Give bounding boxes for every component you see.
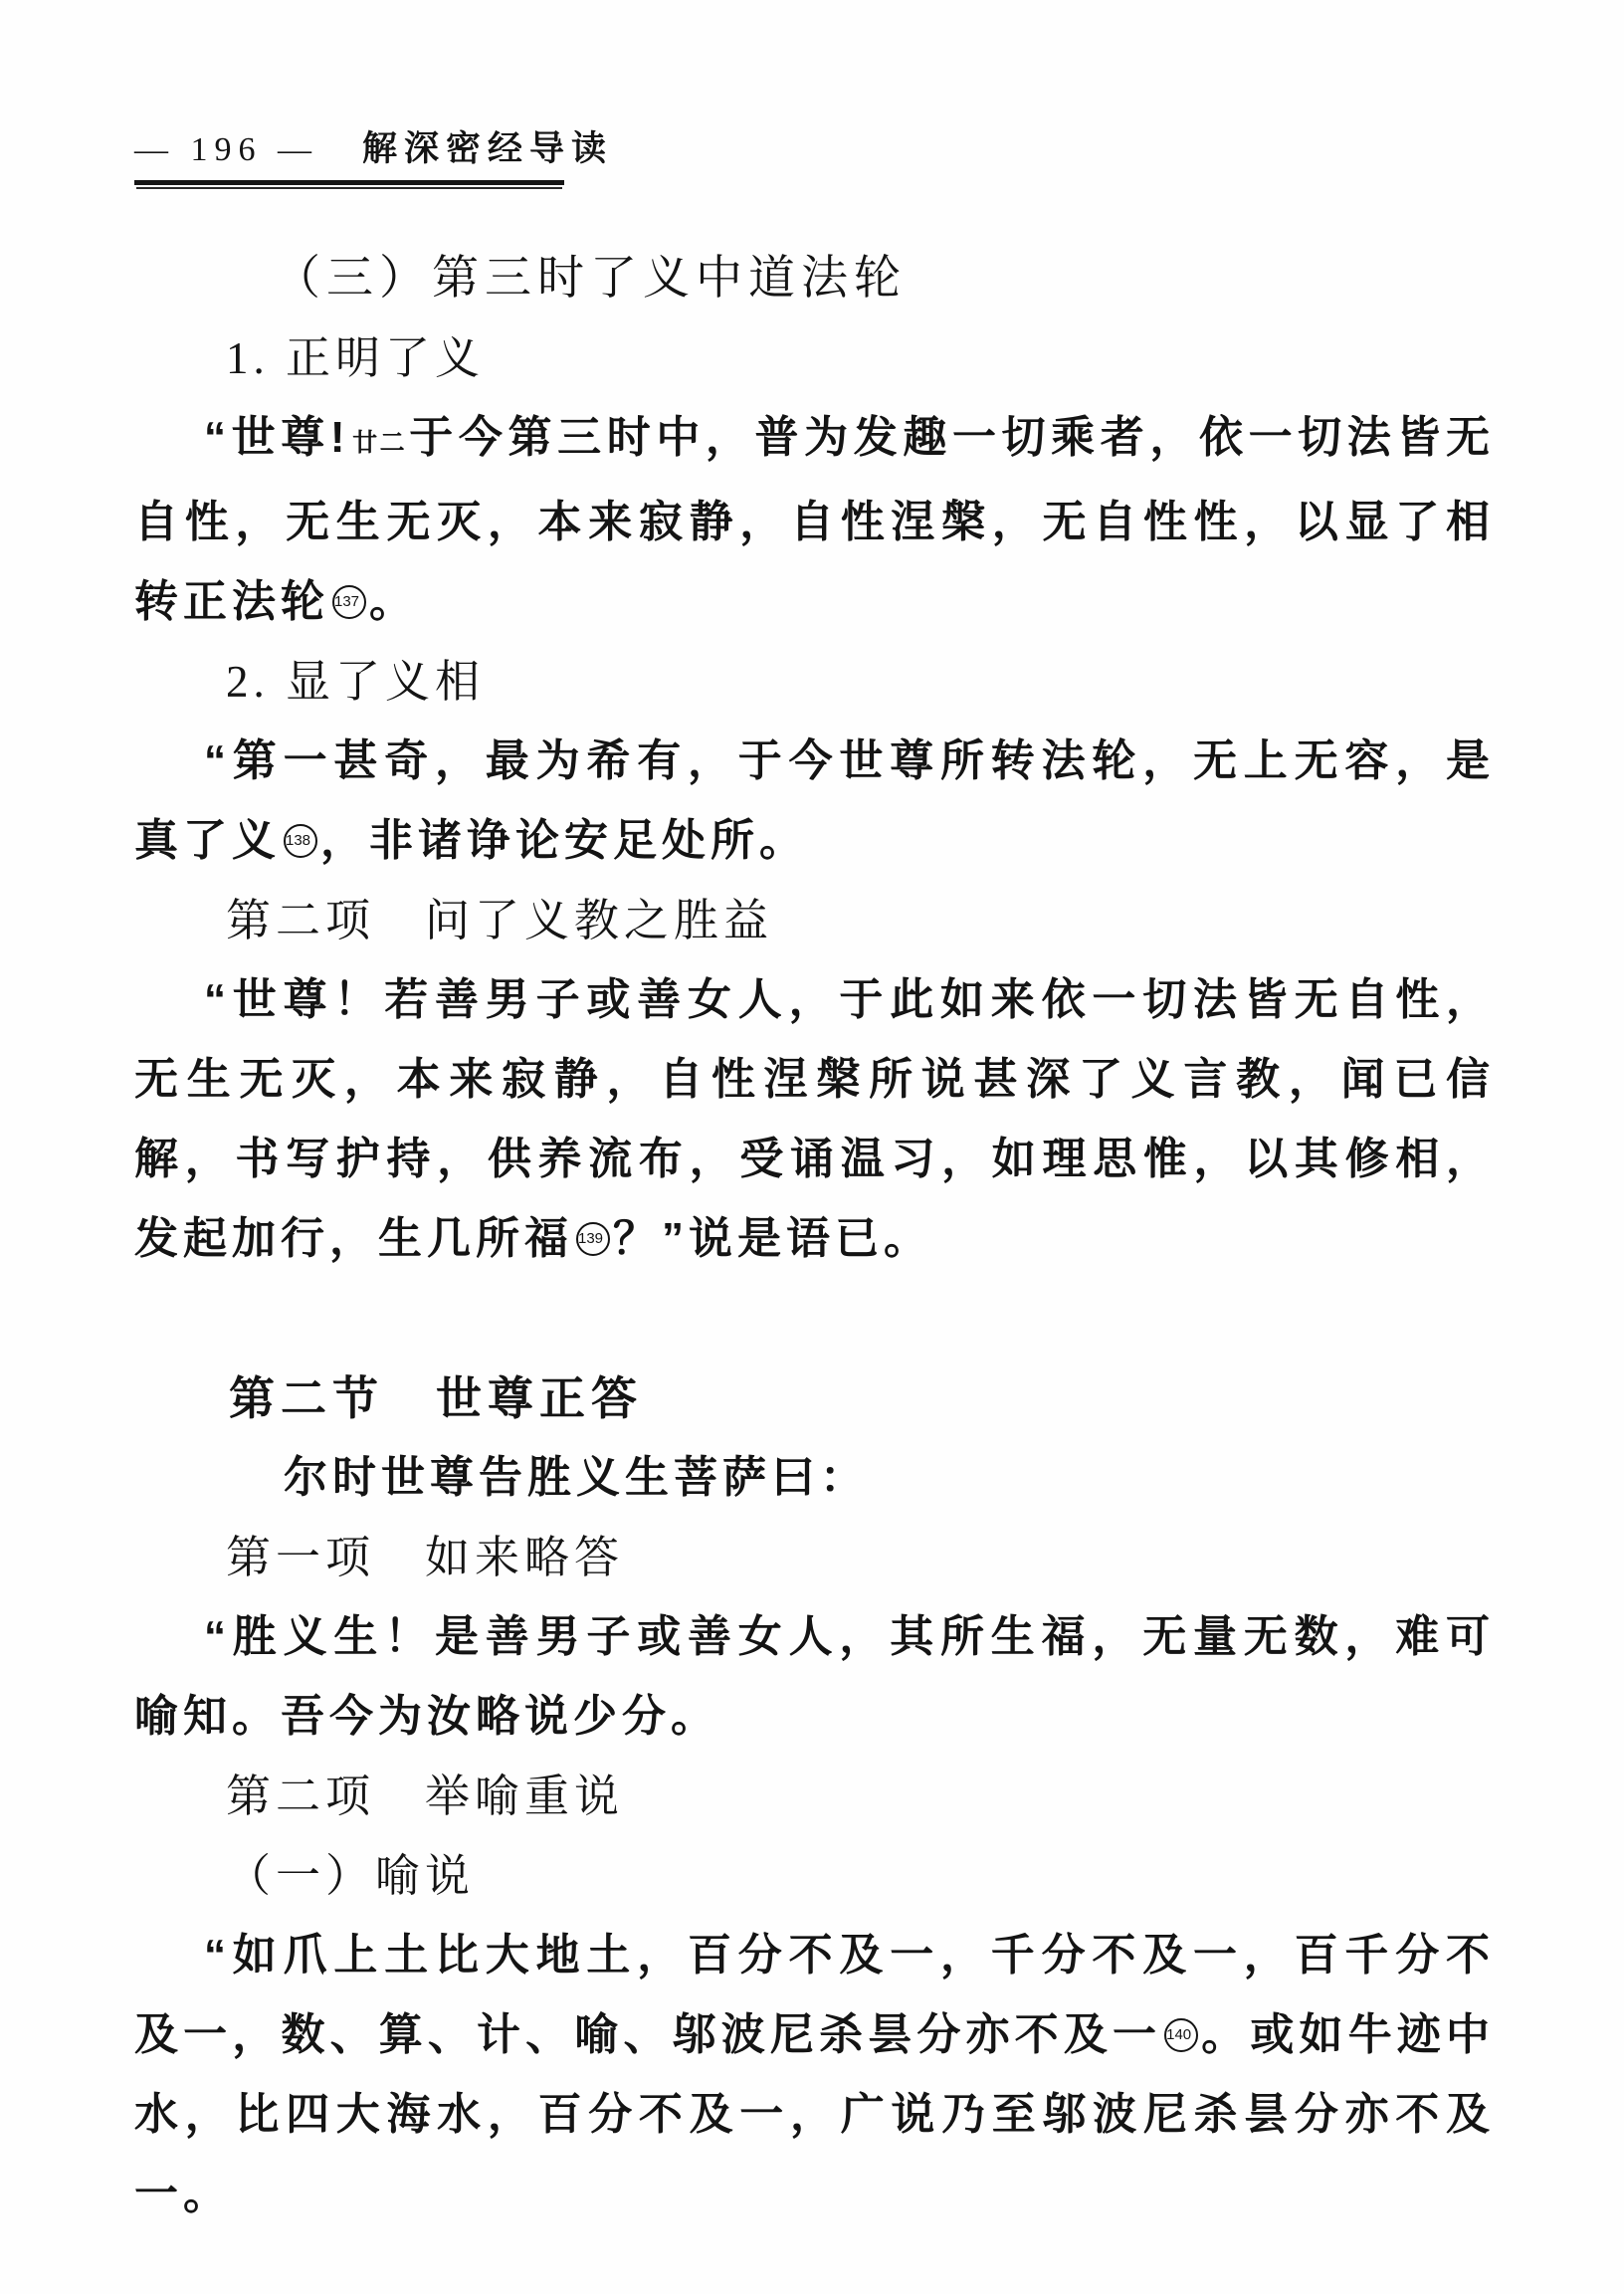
- text-run: 于今第三时中，普为发趣一切乘者，依一切法皆无自性，无生无灭，本来寂静，自性涅槃，无自性性，以显了相转正法轮: [134, 413, 1495, 626]
- text-run: “世尊！若善男子或善女人，于此如来依一切法皆无自性，无生无灭，本来寂静，自性涅槃所说甚深了义言教，闻已信解，书写护持，供养流布，受诵温习，如理思惟，以其修相，发起加行，生几所福: [134, 975, 1495, 1263]
- text-run: 1. 正明了义: [226, 333, 486, 383]
- page-header: [134, 121, 1495, 171]
- paragraph-sutra-3: [134, 960, 1495, 1279]
- text-run: 2. 显了义相: [226, 657, 486, 707]
- text-run: （一）喻说: [226, 1851, 476, 1901]
- text-run: 第二项 问了义教之胜益: [226, 896, 774, 945]
- page-number: — 196 —: [134, 131, 318, 168]
- paragraph-sutra-4: [134, 1597, 1495, 1757]
- header-rule: [134, 180, 564, 187]
- text-run: （三）第三时了义中道法轮: [274, 253, 907, 305]
- text-run: “世尊!: [204, 413, 350, 462]
- paragraph-sutra-1: [134, 398, 1495, 642]
- text-run: 。: [369, 577, 418, 626]
- footnote-ref-circled: 138: [284, 824, 317, 858]
- heading-item-rulai-lveda: [134, 1518, 1495, 1597]
- footnote-ref-circled: 137: [332, 585, 366, 619]
- heading-section-2-shizun-zhengda: [134, 1358, 1495, 1438]
- text-run: ，非诸诤论安足处所。: [320, 816, 808, 865]
- page-content: [134, 239, 1495, 2234]
- heading-subitem-yushuo: [134, 1836, 1495, 1916]
- text-run: “如爪上土比大地土，百分不及一，千分不及一，百千分不及一，数、算、计、喻、邬波尼杀昙分亦不及一: [134, 1931, 1495, 2059]
- heading-item-1-zhengming: [134, 318, 1495, 398]
- blank-line: [134, 1279, 1495, 1358]
- heading-item-juyu-chongshuo: [134, 1757, 1495, 1836]
- text-run: 第二节 世尊正答: [229, 1372, 643, 1424]
- footnote-ref-circled: 139: [576, 1222, 610, 1256]
- heading-item-2-xianle: [134, 642, 1495, 722]
- text-run: ？”说是语已。: [613, 1214, 932, 1263]
- book-title: 解深密经导读: [362, 129, 614, 168]
- paragraph-narration: [134, 1438, 1495, 1518]
- paragraph-sutra-5: [134, 1916, 1495, 2234]
- text-run: 第一项 如来略答: [226, 1533, 625, 1582]
- heading-chapter-3: [134, 239, 1495, 318]
- text-run: “第一甚奇，最为希有，于今世尊所转法轮，无上无容，是真了义: [134, 736, 1495, 865]
- heading-item-wen-liaoyi: [134, 881, 1495, 960]
- text-run: 尔时世尊告胜义生菩萨曰：: [284, 1453, 869, 1502]
- text-run: “胜义生！是善男子或善女人，其所生福，无量无数，难可喻知。吾今为汝略说少分。: [134, 1612, 1495, 1741]
- paragraph-sutra-2: [134, 722, 1495, 881]
- footnote-ref-small: 廿二: [351, 429, 408, 457]
- text-run: 。或如牛迹中水，比四大海水，百分不及一，广说乃至邬波尼杀昙分亦不及一。: [134, 2010, 1495, 2218]
- text-run: 第二项 举喻重说: [226, 1772, 625, 1821]
- footnote-ref-circled: 140: [1164, 2018, 1198, 2052]
